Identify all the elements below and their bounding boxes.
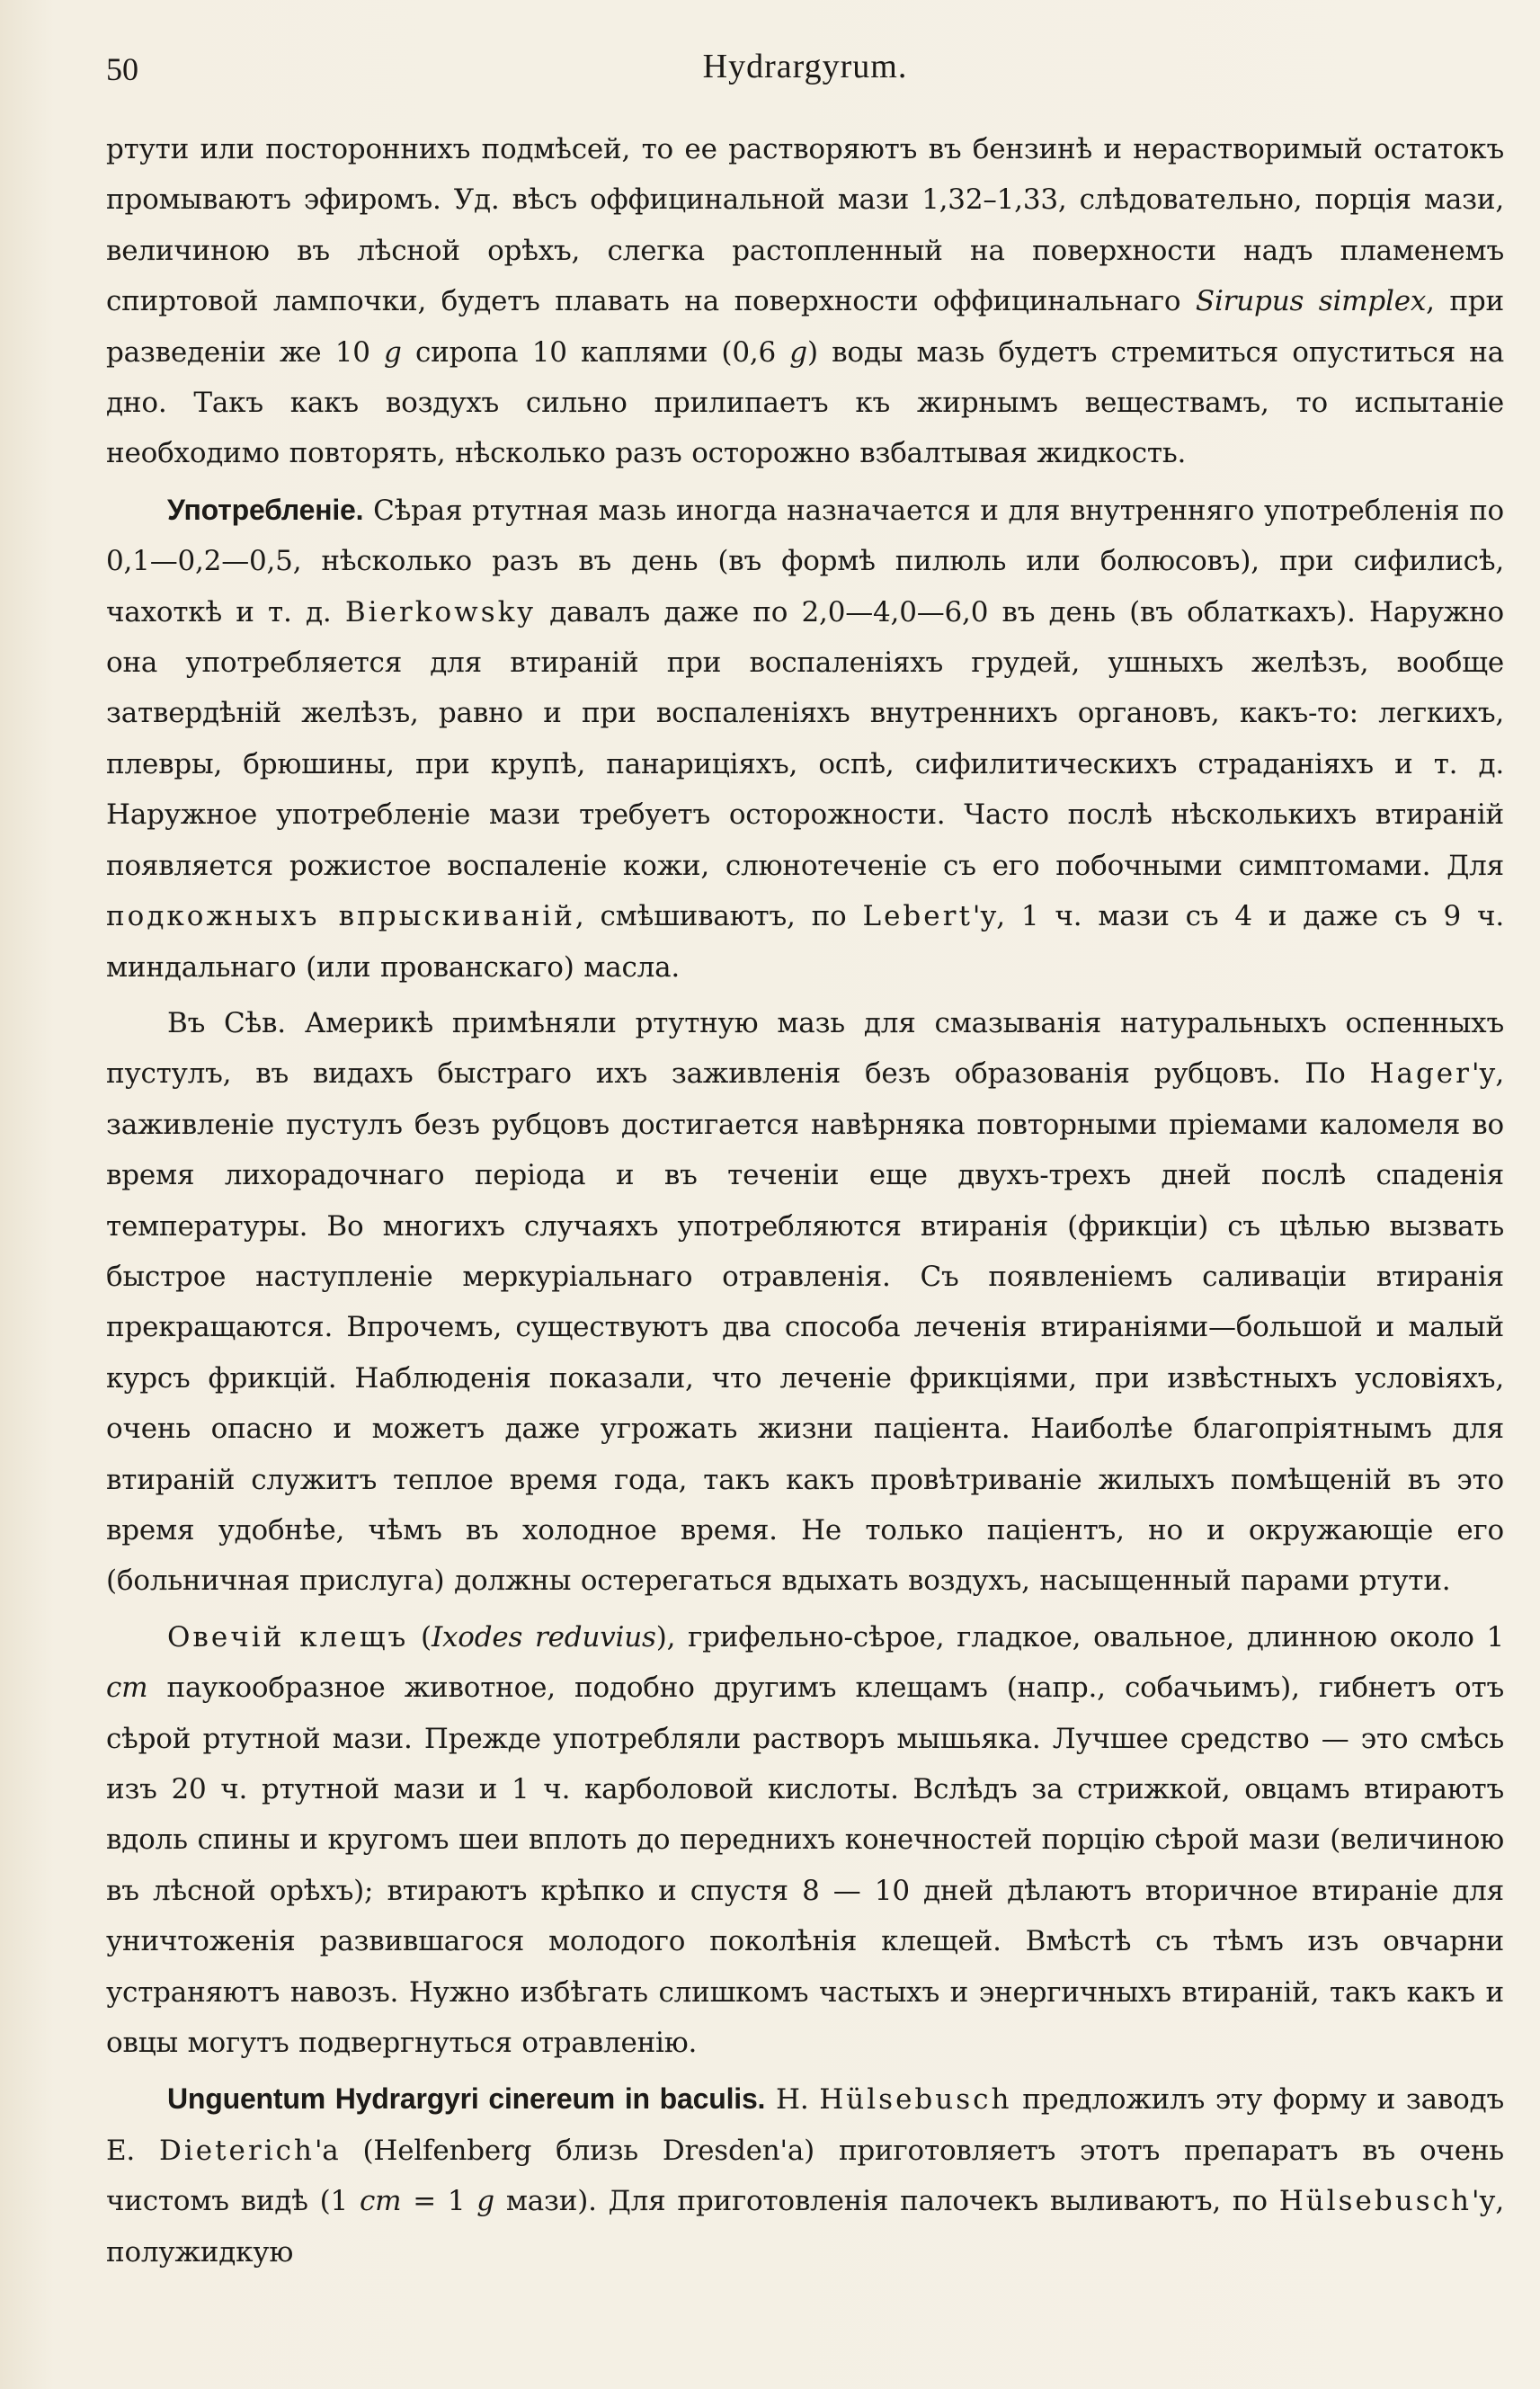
paragraph-america: Въ Сѣв. Америкѣ примѣняли ртутную мазь для смазыванія натуральныхъ оспенныхъ пустулъ, въ видахъ быстраго ихъ заживленія безъ образованія рубцовъ. По Hager'у, заживленіе пустулъ безъ рубцовъ достигается навѣрняка повторными пріемами каломеля во время лихорадочнаго періода и въ теченіи еще двухъ-трехъ дней послѣ спаденія температуры. Во многихъ случаяхъ употребляются втиранія (фрикціи) съ цѣлью вызвать быстрое наступленіе меркуріальнаго отравленія. Съ появленіемъ саливаціи втиранія прекращаются. Впрочемъ, существуютъ два способа леченія втираніями—большой и малый курсъ фрикцій. Наблюденія показали, что леченіе фрикціями, при извѣстныхъ условіяхъ, очень опасно и можетъ даже угрожать жизни паціента. Наиболѣе благопріятнымъ для втираній служитъ теплое время года, такъ какъ провѣтриваніе жилыхъ помѣщеній въ это время удобнѣе, чѣмъ въ холодное время. Не только паціентъ, но и окружающіе его (больничная прислуга) должны остерегаться вдыхать воздухъ, насыщенный парами ртути. — [106, 1006, 1504, 1598]
paragraph-sheep-tick: Овечій клещъ (Ixodes reduvius), грифельно-сѣрое, гладкое, овальное, длинною около 1 cm паукообразное животное, подобно другимъ клещамъ (напр., собачьимъ), гибнетъ отъ сѣрой ртутной мази. Прежде употребляли растворъ мышьяка. Лучшее средство — это смѣсь изъ 20 ч. ртутной мази и 1 ч. карболовой кислоты. Вслѣдъ за стрижкой, овцамъ втираютъ вдоль спины и кругомъ шеи вплоть до переднихъ конечностей порцію сѣрой мази (величиною въ лѣсной орѣхъ); втираютъ крѣпко и спустя 8 — 10 дней дѣлаютъ вторичное втираніе для уничтоженія развившагося молодого поколѣнія клещей. Вмѣстѣ съ тѣмъ изъ овчарни устраняютъ навозъ. Нужно избѣгать слишкомъ частыхъ и энергичныхъ втираній, такъ какъ и овцы могутъ подвергнуться отравленію. — [106, 1620, 1504, 2060]
author-name: Hülsebusch — [819, 2083, 1012, 2117]
unit: g — [384, 335, 402, 369]
latin-term: Ixodes reduvius — [431, 1620, 656, 1654]
unit: cm — [106, 1671, 148, 1705]
paragraph-usage: Употребленіе. Сѣрая ртутная мазь иногда назначается и для внутренняго употребленія по 0,1—0,2—0,5, нѣсколько разъ въ день (въ формѣ пилюль или болюсовъ), при сифилисѣ, чахоткѣ и т. д. Bierkowsky давалъ даже по 2,0—4,0—6,0 въ день (въ облаткахъ). Наружно она употребляется для втираній при воспаленіяхъ грудей, ушныхъ желѣзъ, вообще затвердѣній желѣзъ, равно и при воспаленіяхъ внутреннихъ органовъ, какъ-то: легкихъ, плевры, брюшины, при крупѣ, панариціяхъ, оспѣ, сифилитическихъ страданіяхъ и т. д. Наружное употребленіе мази требуетъ осторожности. Часто послѣ нѣсколькихъ втираній появляется рожистое воспаленіе кожи, слюнотеченіе съ его побочными симптомами. Для подкожныхъ впрыскиваній, смѣшиваютъ, по Lebert'у, 1 ч. мази съ 4 и даже съ 9 ч. миндальнаго (или прованскаго) масла. — [106, 493, 1504, 984]
running-head — [106, 47, 1504, 115]
header-title: Hydrargyrum. — [702, 48, 908, 85]
author-name: Dieterich — [158, 2134, 315, 2167]
section-heading-usage: Употребленіе. — [167, 493, 364, 526]
body-text — [106, 124, 1504, 2278]
latin-term: Sirupus simplex — [1195, 285, 1427, 318]
author-name: Bierkowsky — [344, 595, 536, 628]
author-name: Hülsebusch — [1278, 2185, 1472, 2218]
unit: g — [476, 2185, 494, 2218]
page-number: 50 — [106, 51, 138, 87]
unit: g — [789, 335, 807, 369]
paragraph-baculis: Unguentum Hydrargyri cinereum in baculis. H. Hülsebusch предложилъ эту форму и заводъ E. Dieterich'а (Helfenberg близь Dresden'а) приготовляетъ этотъ препаратъ въ очень чистомъ видѣ (1 cm = 1 g мази). Для приготовленія палочекъ выливаютъ, по Hülsebusch'у, полужидкую — [106, 2082, 1505, 2269]
author-name: Hager — [1369, 1057, 1472, 1091]
spaced-term: Овечій клещъ — [167, 1620, 409, 1654]
paragraph-mercury-ointment-test: ртути или постороннихъ подмѣсей, то ее растворяютъ въ бензинѣ и нерастворимый остатокъ промываютъ эфиромъ. Уд. вѣсъ оффицинальной мази 1,32–1,33, слѣдовательно, порція мази, величиною въ лѣсной орѣхъ, слегка растопленный на поверхности надъ пламенемъ спиртовой лампочки, будетъ плавать на поверхности оффицинальнаго Sirupus simplex, при разведеніи же 10 g сиропа 10 каплями (0,6 g) воды мазь будетъ стремиться опуститься на дно. Такъ какъ воздухъ сильно прилипаетъ къ жирнымъ веществамъ, то испытаніе необходимо повторять, нѣсколько разъ осторожно взбалтывая жидкость. — [106, 133, 1504, 470]
section-heading-baculis: Unguentum Hydrargyri cinereum in baculis. — [167, 2082, 766, 2116]
author-name: Lebert — [862, 900, 973, 933]
spaced-term: подкожныхъ впрыскиваній — [106, 900, 575, 933]
unit: cm — [359, 2185, 402, 2218]
